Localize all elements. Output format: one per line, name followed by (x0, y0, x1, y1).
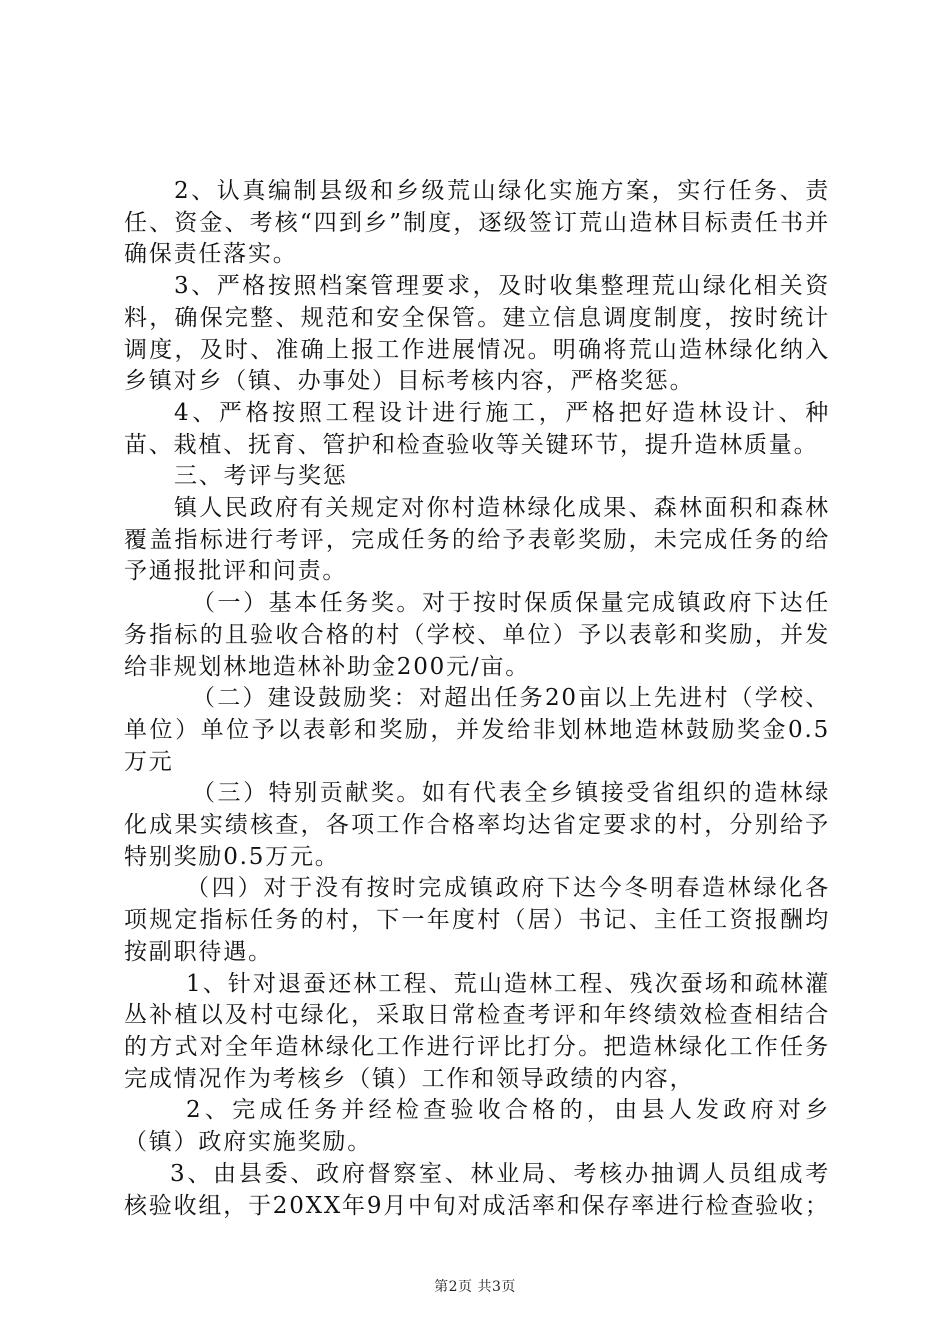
paragraph-item-1-assessment: 1、针对退蚕还林工程、荒山造林工程、残次蚕场和疏林灌丛补植以及村屯绿化，采取日常检查考评和年终绩效检查相结合的方式对全年造林绿化工作进行评比打分。把造林绿化工作任务完成情况作为考核乡（镇）工作和领导政绩的内容， (124, 970, 830, 1092)
paragraph-basic-task-award: （一）基本任务奖。对于按时保质保量完成镇政府下达任务指标的且验收合格的村（学校、单位）予以表彰和奖励，并发给非规划林地造林补助金200元/亩。 (124, 590, 830, 680)
paragraph-evaluation-intro: 镇人民政府有关规定对你村造林绿化成果、森林面积和森林覆盖指标进行考评，完成任务的给予表彰奖励，未完成任务的给予通报批评和问责。 (124, 495, 830, 585)
paragraph-special-contribution-award: （三）特别贡献奖。如有代表全乡镇接受省组织的造林绿化成果实绩核查，各项工作合格率均达省定要求的村，分别给予特别奖励0.5万元。 (124, 780, 830, 870)
paragraph-construction-encouragement-award: （二）建设鼓励奖：对超出任务20亩以上先进村（学校、单位）单位予以表彰和奖励，并发给非划林地造林鼓励奖金0.5万元 (124, 685, 830, 775)
paragraph-item-3-archives: 3、严格按照档案管理要求，及时收集整理荒山绿化相关资料，确保完整、规范和安全保管。建立信息调度制度，按时统计调度，及时、准确上报工作进展情况。明确将荒山造林绿化纳入乡镇对乡（镇、办事处）目标考核内容，严格奖惩。 (124, 273, 830, 395)
paragraph-penalty: （四）对于没有按时完成镇政府下达今冬明春造林绿化各项规定指标任务的村，下一年度村（居）书记、主任工资报酬均按副职待遇。 (124, 875, 830, 965)
paragraph-item-3-inspection: 3、由县委、政府督察室、林业局、考核办抽调人员组成考核验收组，于20XX年9月中旬对成活率和保存率进行检查验收； (124, 1160, 830, 1219)
paragraph-item-4-construction: 4、严格按照工程设计进行施工，严格把好造林设计、种苗、栽植、抚育、管护和检查验收等关键环节，提升造林质量。 (124, 399, 830, 458)
paragraph-item-2-reward: 2、完成任务并经检查验收合格的，由县人发政府对乡（镇）政府实施奖励。 (124, 1097, 830, 1156)
page-number-footer: 第2页 共3页 (434, 1279, 516, 1295)
document-body (124, 176, 830, 1222)
section-heading-evaluation: 三、考评与奖惩 (174, 463, 348, 490)
paragraph-item-2: 2、认真编制县级和乡级荒山绿化实施方案，实行任务、责任、资金、考核“四到乡”制度，逐级签订荒山造林目标责任书并确保责任落实。 (124, 178, 830, 268)
